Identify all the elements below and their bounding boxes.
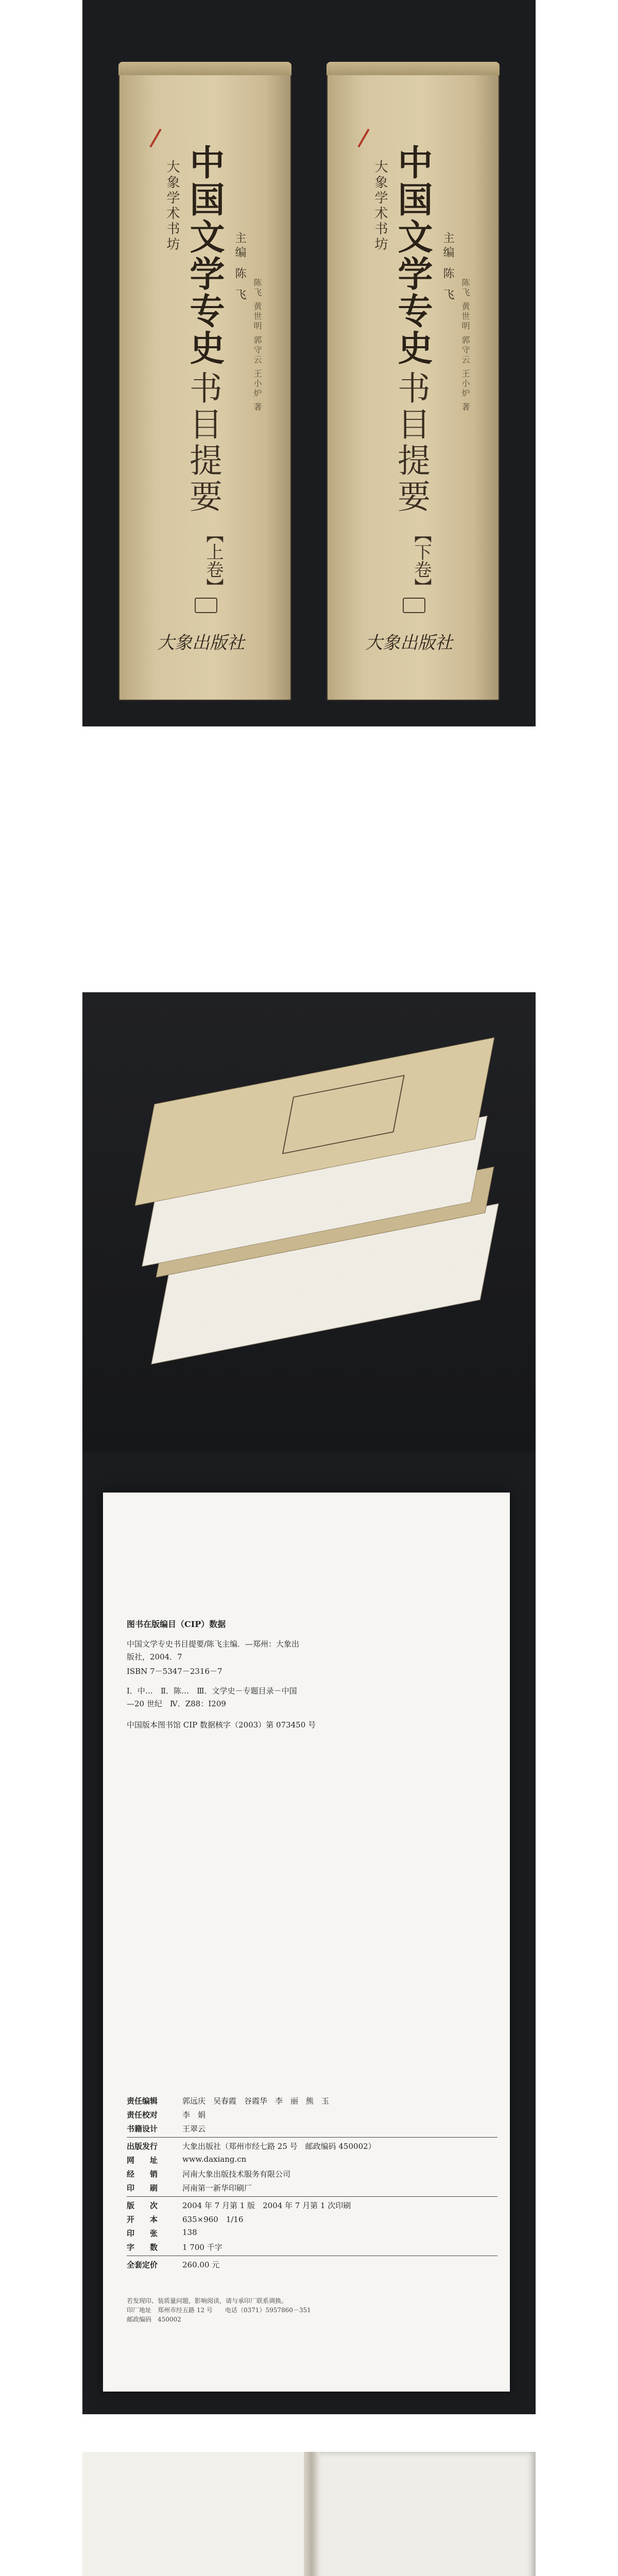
publisher-logo-icon [195, 598, 217, 613]
spine-top [118, 62, 291, 75]
spine-title: 中国文学专史 [392, 144, 433, 367]
imprint-row [127, 2242, 497, 2252]
imprint-key: 书籍设计 [127, 2124, 158, 2133]
imprint-row [127, 2109, 497, 2120]
imprint-key: 全套定价 [127, 2260, 158, 2269]
imprint-value: 635×960 1/16 [182, 2215, 244, 2224]
spine-authors: 陈飞 黄世明 郭守云 王小炉 著 [252, 278, 262, 413]
cip-line: 中国文学专史书目提要/陈飞主编．—郑州：大象出 [127, 1639, 300, 1649]
copyright-page-photo [82, 1451, 536, 2414]
spine-top [327, 62, 500, 75]
red-mark [149, 129, 161, 148]
imprint-value: 138 [182, 2228, 197, 2237]
note-line: 邮政编码 450002 [127, 2316, 181, 2323]
divider [127, 2196, 497, 2197]
imprint-value: 1 700 千字 [182, 2243, 222, 2252]
imprint-row [127, 2259, 497, 2270]
spine-series: 大象学术书坊 [164, 160, 180, 252]
imprint-key: 印 刷 [127, 2183, 158, 2193]
imprint-key: 版 次 [127, 2201, 158, 2210]
spine-publisher: 大象出版社 [157, 633, 245, 653]
spine-subtitle: 书目提要 [184, 371, 222, 515]
imprint-key: 印 张 [127, 2229, 158, 2238]
imprint-value: 河南大象出版技术服务有限公司 [182, 2170, 291, 2179]
imprint-row [127, 2228, 497, 2239]
spine-title: 中国文学专史 [184, 144, 225, 367]
red-mark [357, 129, 369, 148]
imprint-value: 大象出版社（郑州市经七路 25 号 邮政编码 450002） [182, 2142, 376, 2151]
spine-volume-2 [327, 62, 500, 701]
divider [127, 2137, 497, 2138]
imprint-row [127, 2182, 497, 2193]
note-line: 若发现印、装质量问题，影响阅读，请与承印厂联系调换。 [127, 2297, 288, 2304]
note-line: 印厂地址 郑州市经五路 12 号 电话（0371）5957860－351 [127, 2307, 311, 2314]
cip-line: 版社，2004．7 [127, 1652, 182, 1662]
spine-volume-1 [118, 62, 291, 701]
spine-series: 大象学术书坊 [372, 160, 388, 252]
imprint-row [127, 2200, 497, 2211]
spine-publisher: 大象出版社 [365, 633, 453, 653]
spine-volume: 【下卷】 [411, 526, 432, 596]
imprint-key: 网 址 [127, 2156, 158, 2165]
cip-title: 图书在版编目（CIP）数据 [127, 1619, 226, 1629]
imprint-key: 字 数 [127, 2243, 158, 2252]
left-page [82, 2452, 304, 2576]
imprint-row [127, 2141, 497, 2151]
imprint-row [127, 2123, 497, 2134]
cip-line: ISBN 7－5347－2316－7 [127, 1667, 222, 1676]
imprint-row [127, 2214, 497, 2225]
right-page [319, 2452, 536, 2576]
imprint-value: 260.00 元 [182, 2260, 220, 2269]
open-book-photo [82, 2452, 536, 2576]
imprint-value: 李 娟 [182, 2110, 206, 2120]
spine-volume: 【上卷】 [203, 526, 224, 596]
cip-line: Ⅰ．中… Ⅱ．陈… Ⅲ．文学史－专题目录－中国 [127, 1686, 297, 1696]
spine-editor: 主编 陈 飞 [441, 232, 454, 303]
imprint-row [127, 2155, 497, 2165]
imprint-value: 2004 年 7 月第 1 版 2004 年 7 月第 1 次印刷 [182, 2201, 351, 2210]
spine-editor: 主编 陈 飞 [233, 232, 246, 303]
imprint-value: 河南第一新华印刷厂 [182, 2183, 252, 2193]
imprint-key: 责任编辑 [127, 2096, 158, 2106]
imprint-key: 责任校对 [127, 2110, 158, 2120]
imprint-value: 郭远庆 吴春霞 谷霞华 李 丽 熊 玉 [182, 2096, 330, 2106]
imprint-key: 经 销 [127, 2170, 158, 2179]
printer-notes [127, 2296, 311, 2324]
spine-subtitle: 书目提要 [392, 371, 430, 515]
cip-line: —20 世纪 Ⅳ．Z88：I209 [127, 1699, 226, 1708]
imprint-key: 开 本 [127, 2215, 158, 2224]
book-gutter [304, 2452, 319, 2576]
imprint-row [127, 2095, 497, 2106]
spine-authors: 陈飞 黄世明 郭守云 王小炉 著 [460, 278, 470, 413]
cip-line: 中国版本图书馆 CIP 数据核字（2003）第 073450 号 [127, 1720, 316, 1730]
publisher-logo-icon [403, 598, 425, 613]
copyright-sheet [103, 1493, 510, 2392]
imprint-block [127, 2095, 497, 2273]
cover-title-frame [282, 1075, 405, 1154]
imprint-value: 王翠云 [182, 2124, 206, 2133]
imprint-row [127, 2168, 497, 2179]
spines-photo [82, 0, 536, 726]
imprint-key: 出版发行 [127, 2142, 158, 2151]
imprint-value: www.daxiang.cn [182, 2155, 247, 2164]
